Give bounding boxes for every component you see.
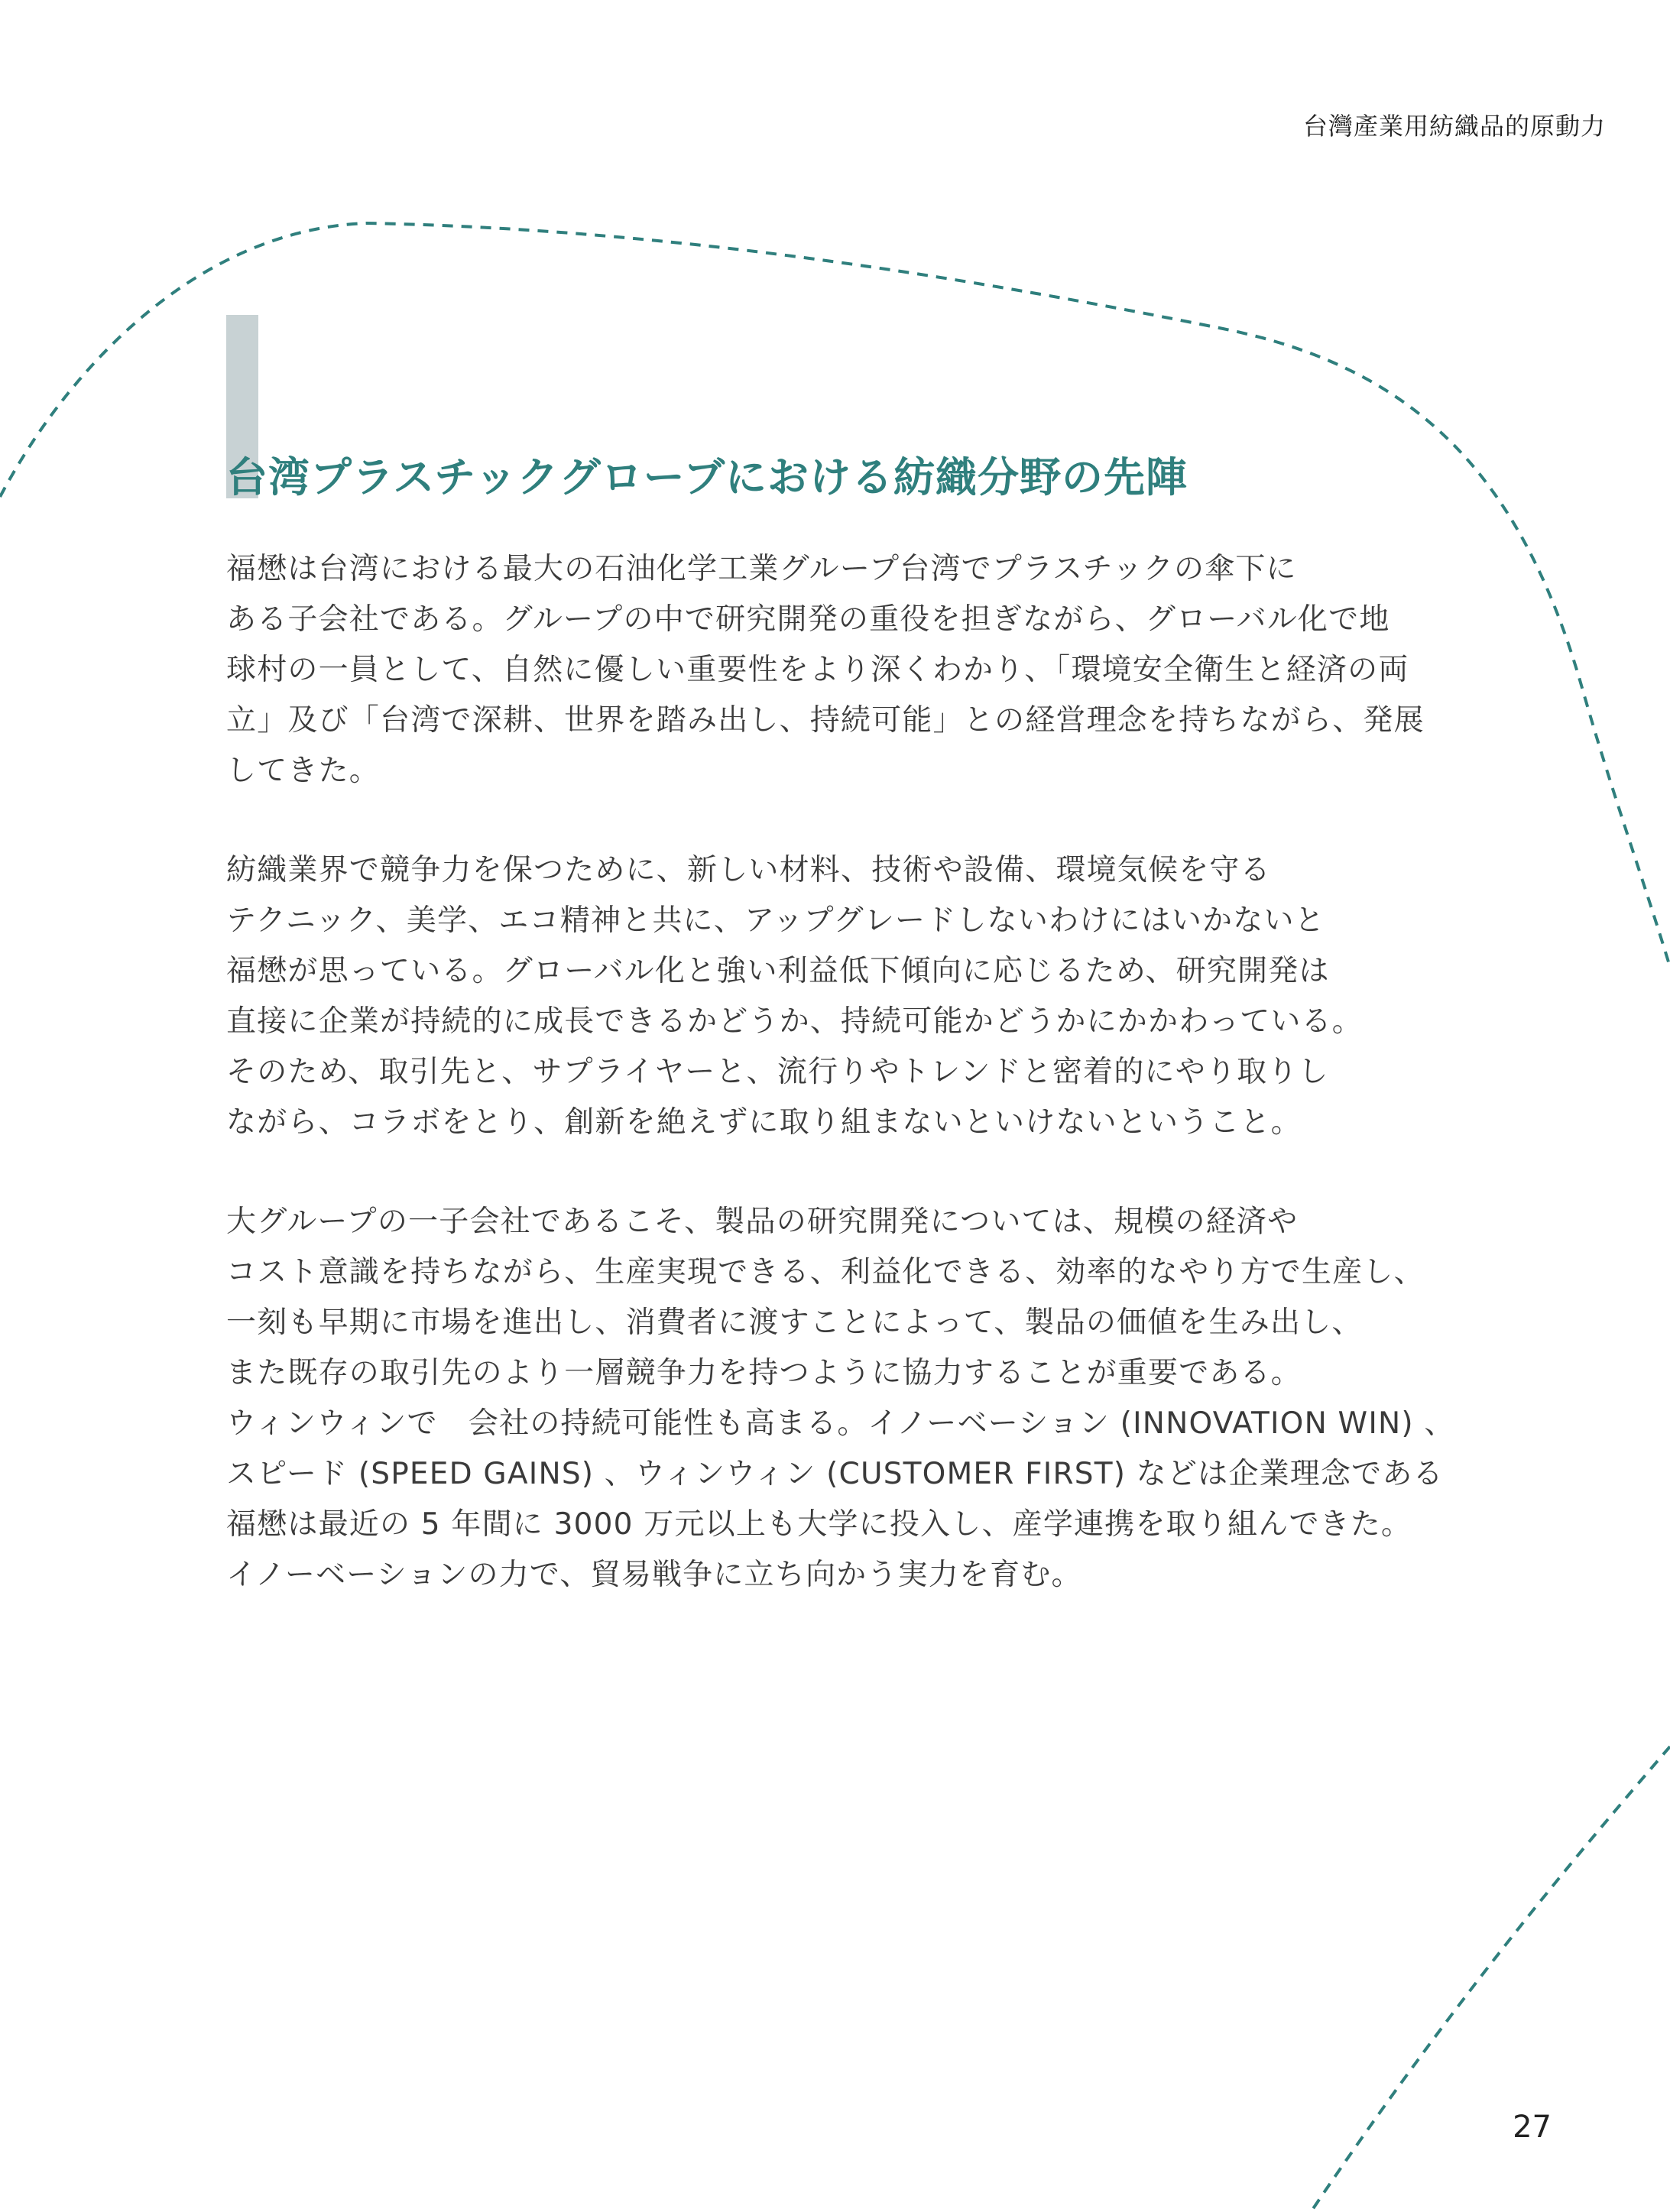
text-line: イノーベーションの力で、貿易戦争に立ち向かう実力を育む。 [226,1558,1082,1592]
dashed-curve-bottom [1311,1747,1670,2212]
running-header: 台灣產業用紡織品的原動力 [1302,112,1606,141]
text-line: 大グループの一子会社であるこそ、製品の研究開発については、規模の経済や [226,1205,1299,1239]
text-line: してきた。 [226,754,381,788]
section-title: 台湾プラスチックグローブにおける紡織分野の先陣 [226,453,1188,501]
text-line: コスト意識を持ちながら、生産実現できる、利益化できる、効率的なやり方で生産し、 [226,1255,1425,1289]
paragraph-2 [226,845,1449,1148]
text-line: ある子会社である。グループの中で研究開発の重役を担ぎながら、グローバル化で地 [226,602,1390,637]
page-number: 27 [1513,2110,1552,2145]
text-line: そのため、取引先と、サプライヤーと、流行りやトレンドと密着的にやり取りし [226,1055,1329,1089]
text-line: 直接に企業が持続的に成長できるかどうか、持続可能かどうかにかかわっている。 [226,1004,1364,1039]
body-text [226,544,1455,1649]
text-line: 福懋が思っている。グローバル化と強い利益低下傾向に応じるため、研究開発は [226,954,1330,988]
text-line: ながら、コラボをとり、創新を絶えずに取り組まないといけないということ。 [226,1105,1302,1140]
text-line: 福懋は最近の 5 年間に 3000 万元以上も大学に投入し、産学連携を取り組んできた。 [226,1507,1412,1542]
text-line: ウィンウィンで 会社の持続可能性も高まる。イノーベーション (INNOVATION WIN) 、 [226,1406,1455,1441]
paragraph-1 [226,544,1449,796]
text-line: 立」及び「台湾で深耕、世界を踏み出し、持続可能」との経営理念を持ちながら、発展 [226,703,1425,738]
text-line: 紡織業界で競争力を保つために、新しい材料、技術や設備、環境気候を守る [226,853,1271,887]
paragraph-3 [226,1197,1455,1601]
text-line: 球村の一員として、自然に優しい重要性をより深くわかり、「環境安全衛生と経済の両 [226,653,1409,687]
text-line: また既存の取引先のより一層競争力を持つように協力することが重要である。 [226,1356,1302,1390]
text-line: 福懋は台湾における最大の石油化学工業グループ台湾でプラスチックの傘下に [226,552,1297,586]
text-line: スピード (SPEED GAINS) 、ウィンウィン (CUSTOMER FIRST) などは企業理念である [226,1457,1444,1491]
text-line: 一刻も早期に市場を進出し、消費者に渡すことによって、製品の価値を生み出し、 [226,1305,1363,1340]
text-line: テクニック、美学、エコ精神と共に、アップグレードしないわけにはいかないと [226,903,1325,938]
